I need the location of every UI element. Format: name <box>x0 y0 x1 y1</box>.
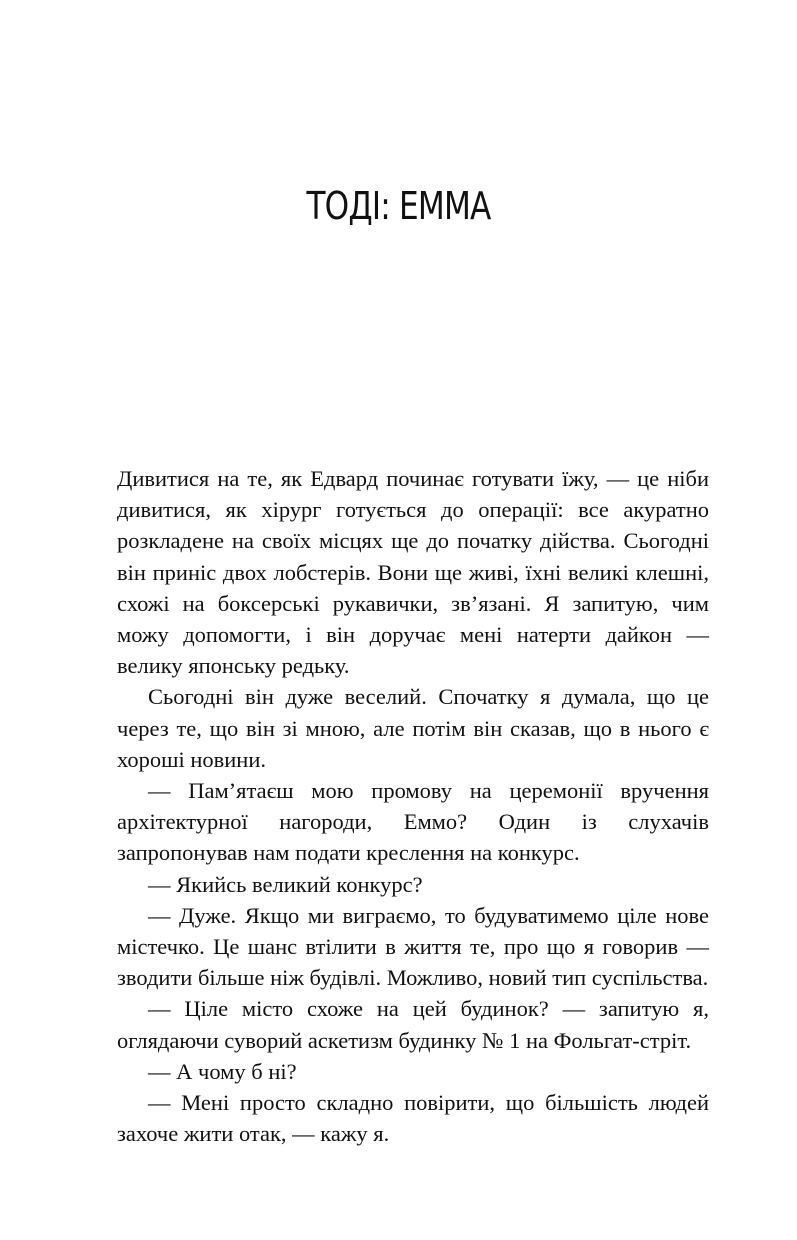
chapter-title: ТОДІ: ЕММА <box>306 184 491 228</box>
paragraph-2: Сьогодні він дуже веселий. Спочатку я думала, що це через те, що він зі мною, але потім він сказав, що в нього є хороші новини. <box>117 684 709 772</box>
paragraph-4: — Якийсь великий конкурс? <box>148 871 423 897</box>
paragraph-5: — Дуже. Якщо ми виграємо, то будуватимемо ціле нове містечко. Це шанс втілити в життя те, про що я говорив — зводити більше ніж будівлі. Можливо, новий тип суспільства. <box>117 902 709 991</box>
paragraph-1: Дивитися на те, як Едвард починає готувати їжу, — це ніби дивитися, як хірург готується до операції: все акуратно розкладене на своїх місцях ще до початку дійства. Сьогодні він приніс двох лобстерів. Вони ще живі, їхні великі клешні, схожі на боксерські рукавички, зв’язані. Я запитую, чим можу допомогти, і він доручає мені натерти дайкон — велику японську редьку. <box>117 466 709 679</box>
paragraph-7: — А чому б ні? <box>148 1058 297 1084</box>
paragraph-3: — Пам’ятаєш мою промову на церемонії вручення архітектурної нагороди, Еммо? Один із слухачів запропонував нам подати креслення на конкурс. <box>117 778 709 866</box>
paragraph-6: — Ціле місто схоже на цей будинок? — запитую я, оглядаючи суворий аскетизм будинку № 1 на Фольгат-стріт. <box>117 996 709 1053</box>
body-text <box>117 463 709 1149</box>
paragraph-8: — Мені просто складно повірити, що більшість людей захоче жити отак, — кажу я. <box>117 1090 709 1147</box>
